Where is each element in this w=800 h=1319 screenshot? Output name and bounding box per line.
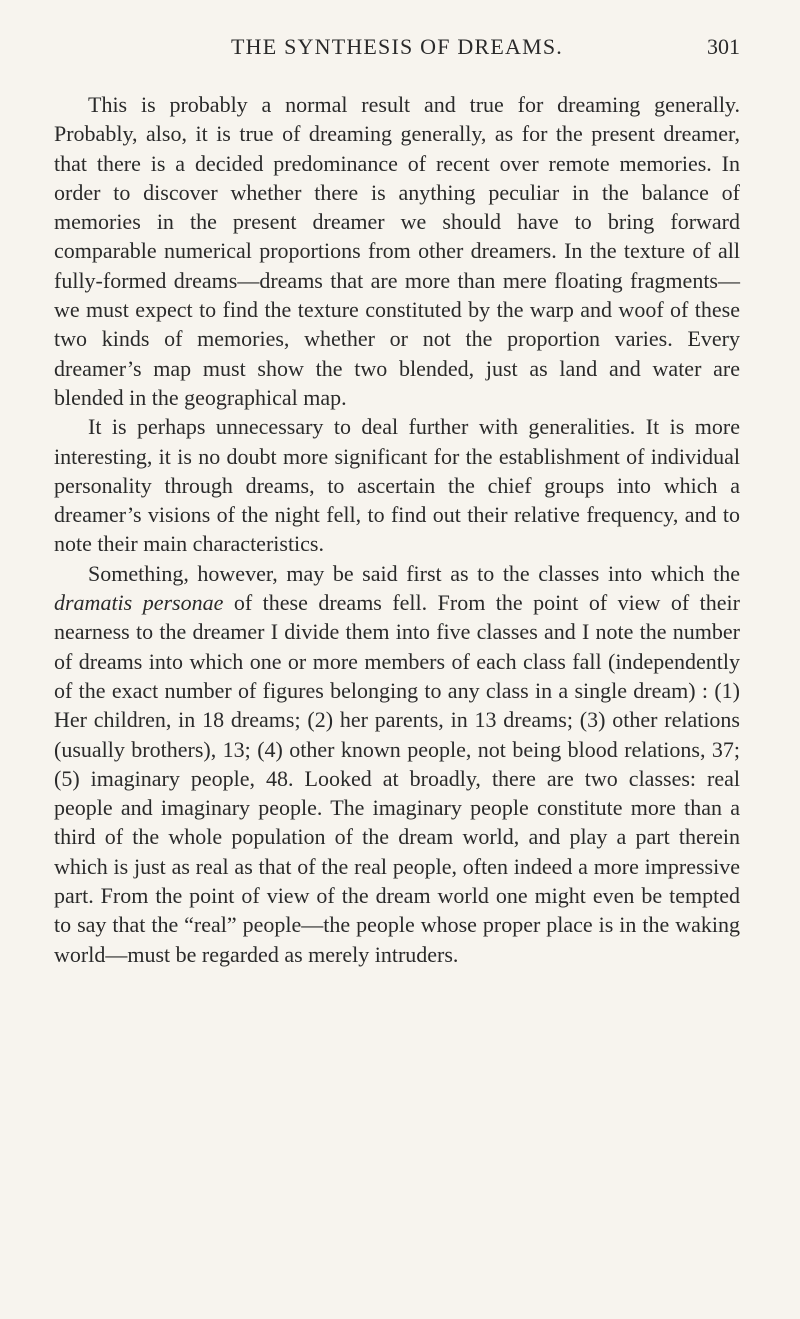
paragraph-2: It is perhaps unnecessary to deal further with generalities. It is more interesting, it is no doubt more significant for the establishment of individual personality through dreams, to ascertain the chief groups into which a dreamer’s visions of the night fell, to find out their relative frequency, and to note their main characteristics. — [54, 414, 740, 557]
paragraph-3-italic-phrase: dramatis personae — [54, 590, 224, 616]
paragraph-1: This is probably a normal result and true for dreaming generally. Probably, also, it is true of dreaming generally, as for the present dreamer, that there is a decided predominance of recent over remote memories. In order to discover whether there is anything peculiar in the balance of memories in the present dreamer we should have to bring forward comparable numerical proportions from other dreamers. In the texture of all fully-formed dreams—dreams that are more than mere floating fragments—we must expect to find the texture constituted by the warp and woof of these two kinds of memories, whether or not the proportion varies. Every dreamer’s map must show the two blended, just as land and water are blended in the geographical map. — [54, 92, 740, 410]
running-title: THE SYNTHESIS OF DREAMS. — [231, 34, 563, 59]
paragraph-3-text-after: of these dreams fell. From the point of view of their nearness to the dreamer I divide them into five classes and I note the number of dreams into which one or more members of each class fall (independently of the exact number of figures belonging to any class in a single dream) : (1) Her children, in 18 dreams; (2) her parents, in 13 dreams; (3) other relations (usually brothers), 13; (4) other known people, not being blood relations, 37; (5) imaginary people, 48. Looked at broadly, there are two classes: real people and imaginary people. The imaginary people constitute more than a third of the whole population of the dream world, and play a part therein which is just as real as that of the real people, often indeed a more impressive part. From the point of view of the dream world one might even be tempted to say that the “real” people—the people whose proper place is in the waking world—must be regarded as merely intruders. — [54, 590, 740, 967]
paragraph-3 — [54, 559, 740, 969]
running-head — [54, 34, 740, 64]
book-page — [54, 34, 740, 969]
body-text — [54, 90, 740, 969]
page-number: 301 — [707, 34, 740, 59]
paragraph-3-text-before: Something, however, may be said first as to the classes into which the — [88, 560, 740, 586]
